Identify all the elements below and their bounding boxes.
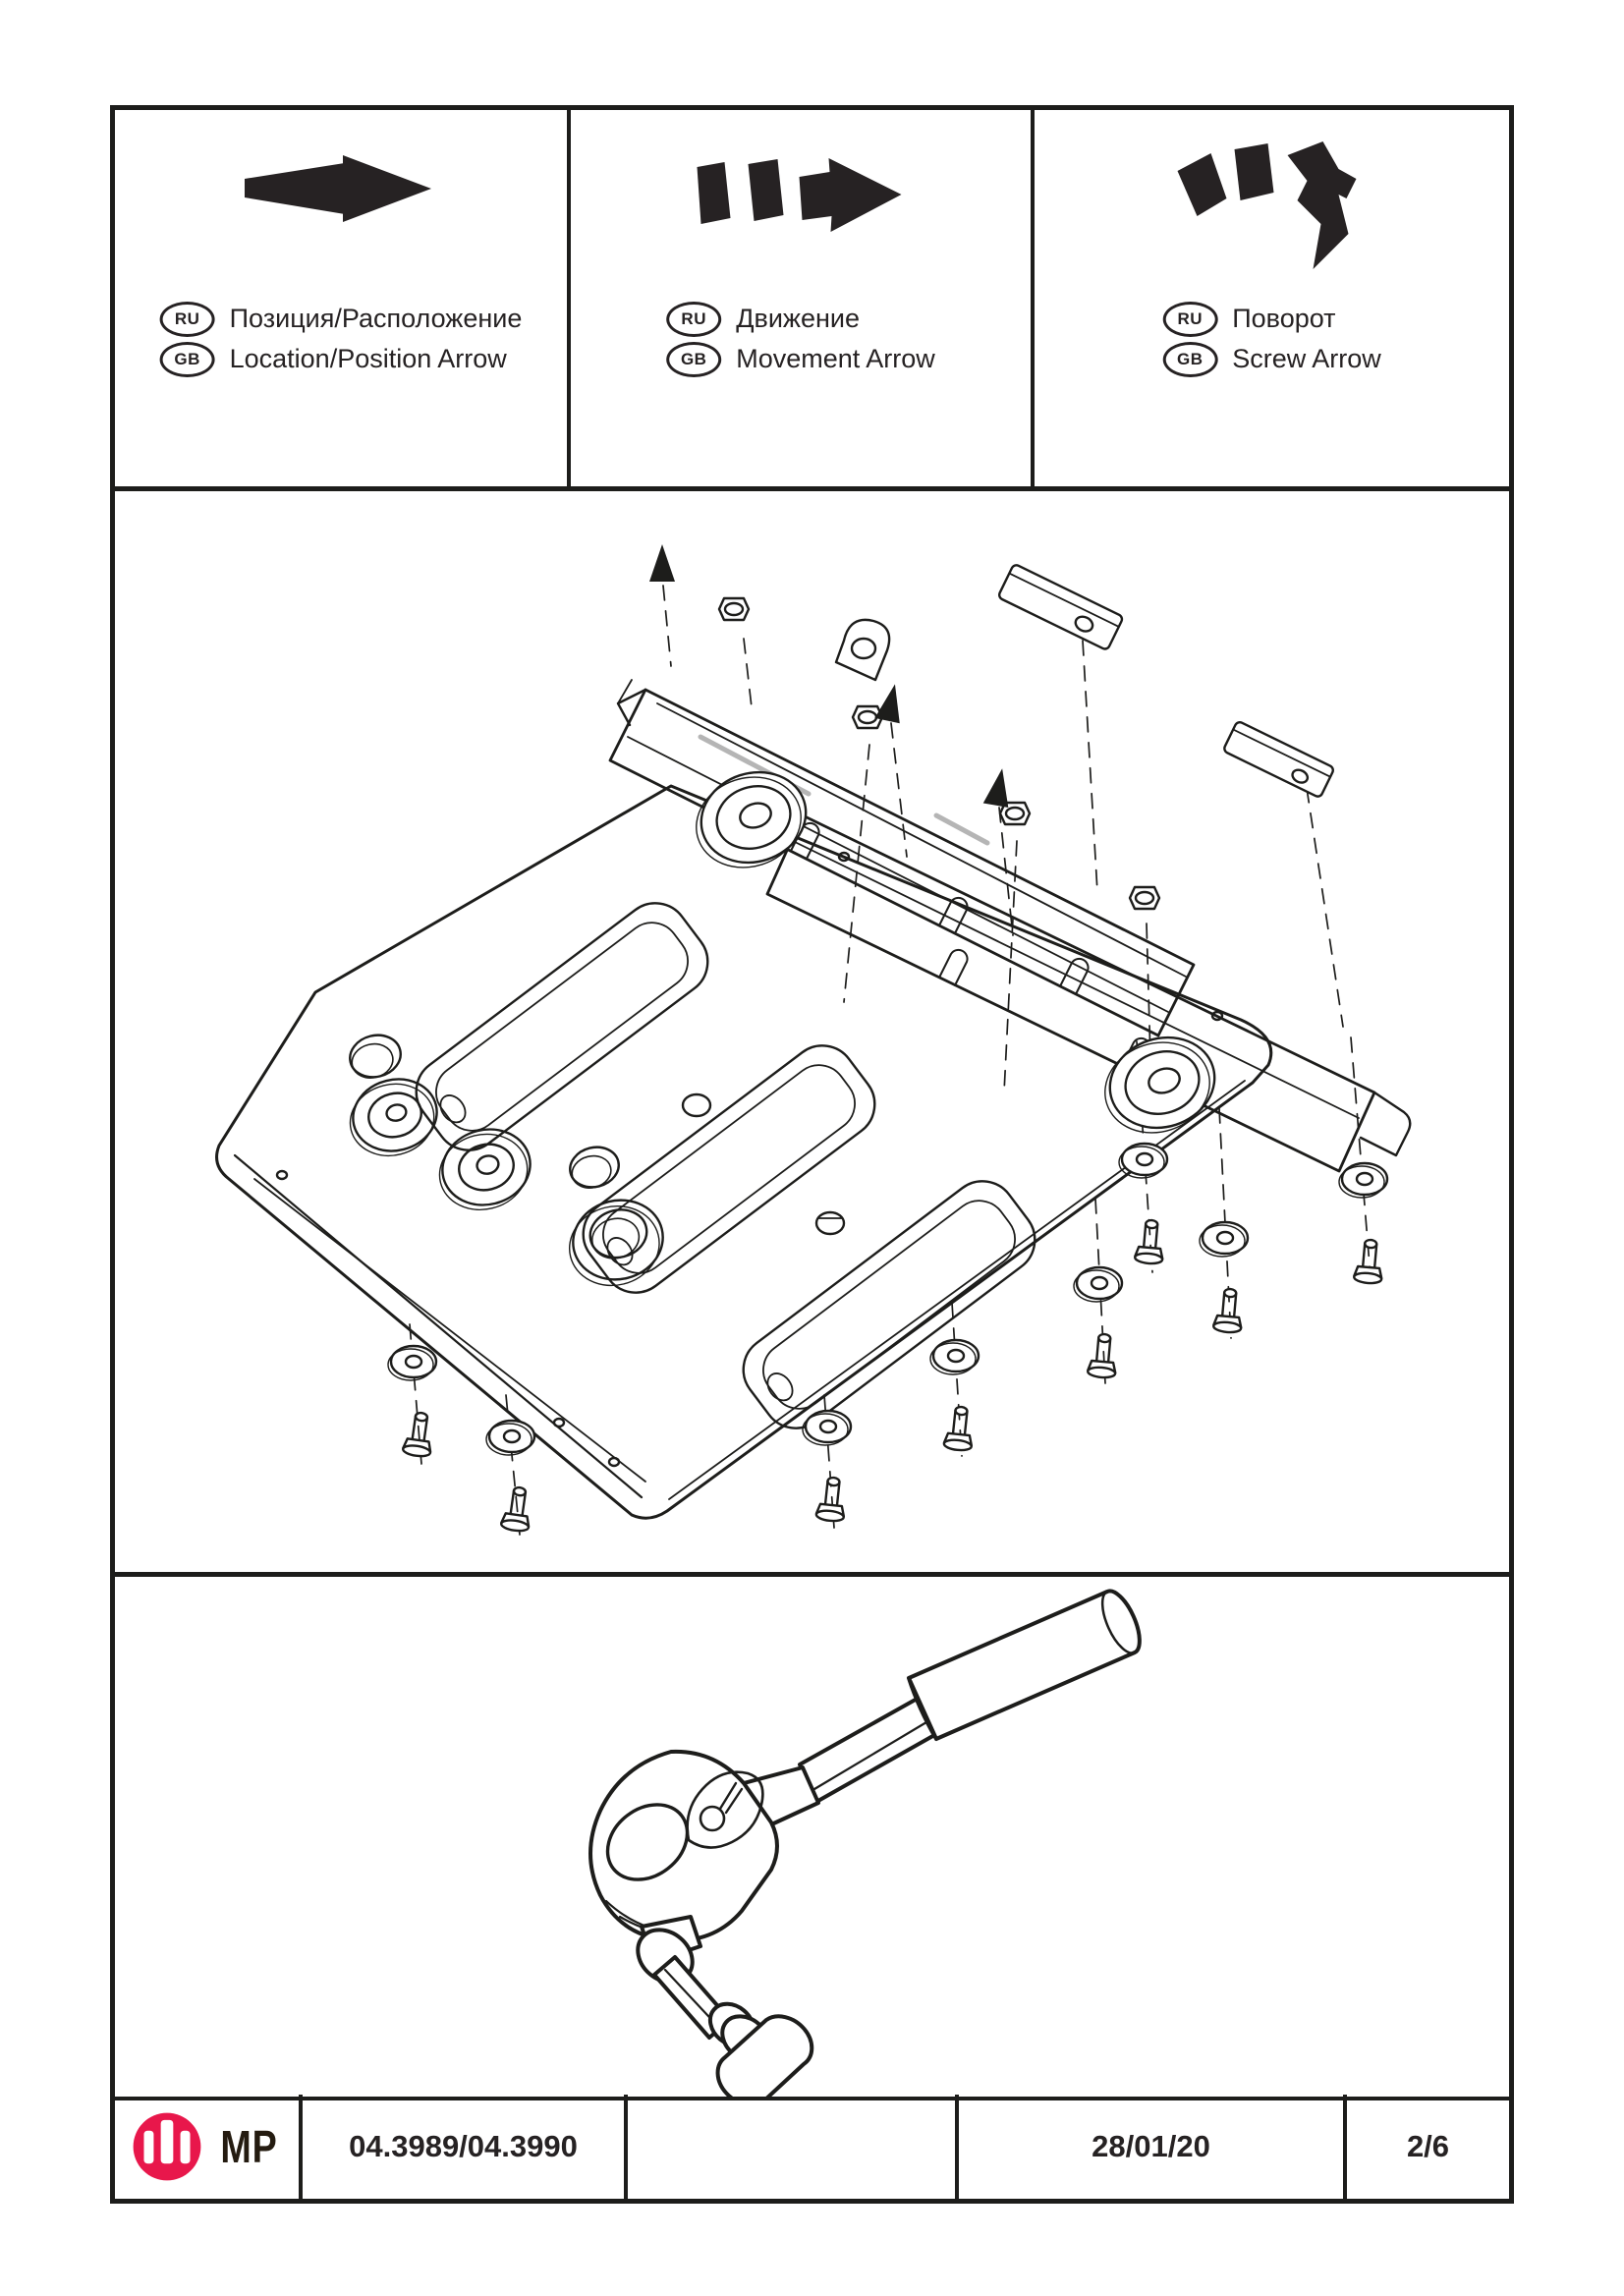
skid-plate-exploded-drawing (115, 491, 1519, 1572)
page-number-cell (1343, 2095, 1509, 2199)
legend-labels (1162, 297, 1381, 382)
legend-gb-label: Movement Arrow (736, 344, 935, 374)
legend-ru-label: Позиция/Расположение (229, 304, 523, 334)
legend-labels (160, 297, 523, 382)
legend-movement-arrow (567, 110, 1031, 486)
exploded-view-panel (115, 491, 1509, 1577)
legend-ru-label: Движение (736, 304, 861, 334)
legend-gb-label: Location/Position Arrow (229, 344, 507, 374)
spacer-plate (998, 564, 1124, 651)
brand-cell (115, 2095, 299, 2199)
date-cell (955, 2095, 1343, 2199)
screw-arrow-icon (1171, 140, 1372, 277)
legend-screw-arrow (1031, 110, 1509, 486)
wrench-grip (909, 1591, 1140, 1739)
mounting-bracket (610, 620, 1194, 1036)
washers (388, 1144, 1387, 1455)
gb-badge: GB (666, 342, 721, 377)
spacer-plate (1223, 721, 1335, 799)
skid-plate (217, 786, 1271, 1518)
bolts (403, 1219, 1385, 1533)
legend-labels (666, 297, 935, 382)
document-date: 28/01/20 (1092, 2129, 1210, 2163)
tool-panel (115, 1577, 1509, 2100)
ru-badge: RU (1162, 302, 1217, 337)
position-arrows (649, 544, 1015, 808)
part-number-cell (299, 2095, 624, 2199)
page-indicator: 2/6 (1406, 2129, 1450, 2163)
leader-lines (410, 586, 1372, 1535)
gb-badge: GB (160, 342, 215, 377)
page-frame (110, 105, 1514, 2204)
legend-gb-label: Screw Arrow (1232, 344, 1381, 374)
empty-cell (624, 2095, 955, 2199)
ru-badge: RU (160, 302, 215, 337)
position-arrow-icon (243, 153, 439, 224)
brand-wordmark: MP (220, 2121, 278, 2172)
arrow-legend (115, 110, 1509, 491)
gb-badge: GB (1162, 342, 1217, 377)
legend-position-arrow (115, 110, 567, 486)
ratchet-wrench-drawing (115, 1577, 1519, 2097)
title-block (115, 2095, 1509, 2199)
plate-rear-flange (767, 815, 1410, 1171)
brand-logo-icon (130, 2109, 204, 2184)
embossed-ring (685, 759, 818, 881)
legend-ru-label: Поворот (1232, 304, 1336, 334)
part-number: 04.3989/04.3990 (349, 2129, 578, 2163)
wrench-socket (701, 1995, 812, 2097)
movement-arrow-icon (696, 153, 907, 236)
ru-badge: RU (666, 302, 721, 337)
